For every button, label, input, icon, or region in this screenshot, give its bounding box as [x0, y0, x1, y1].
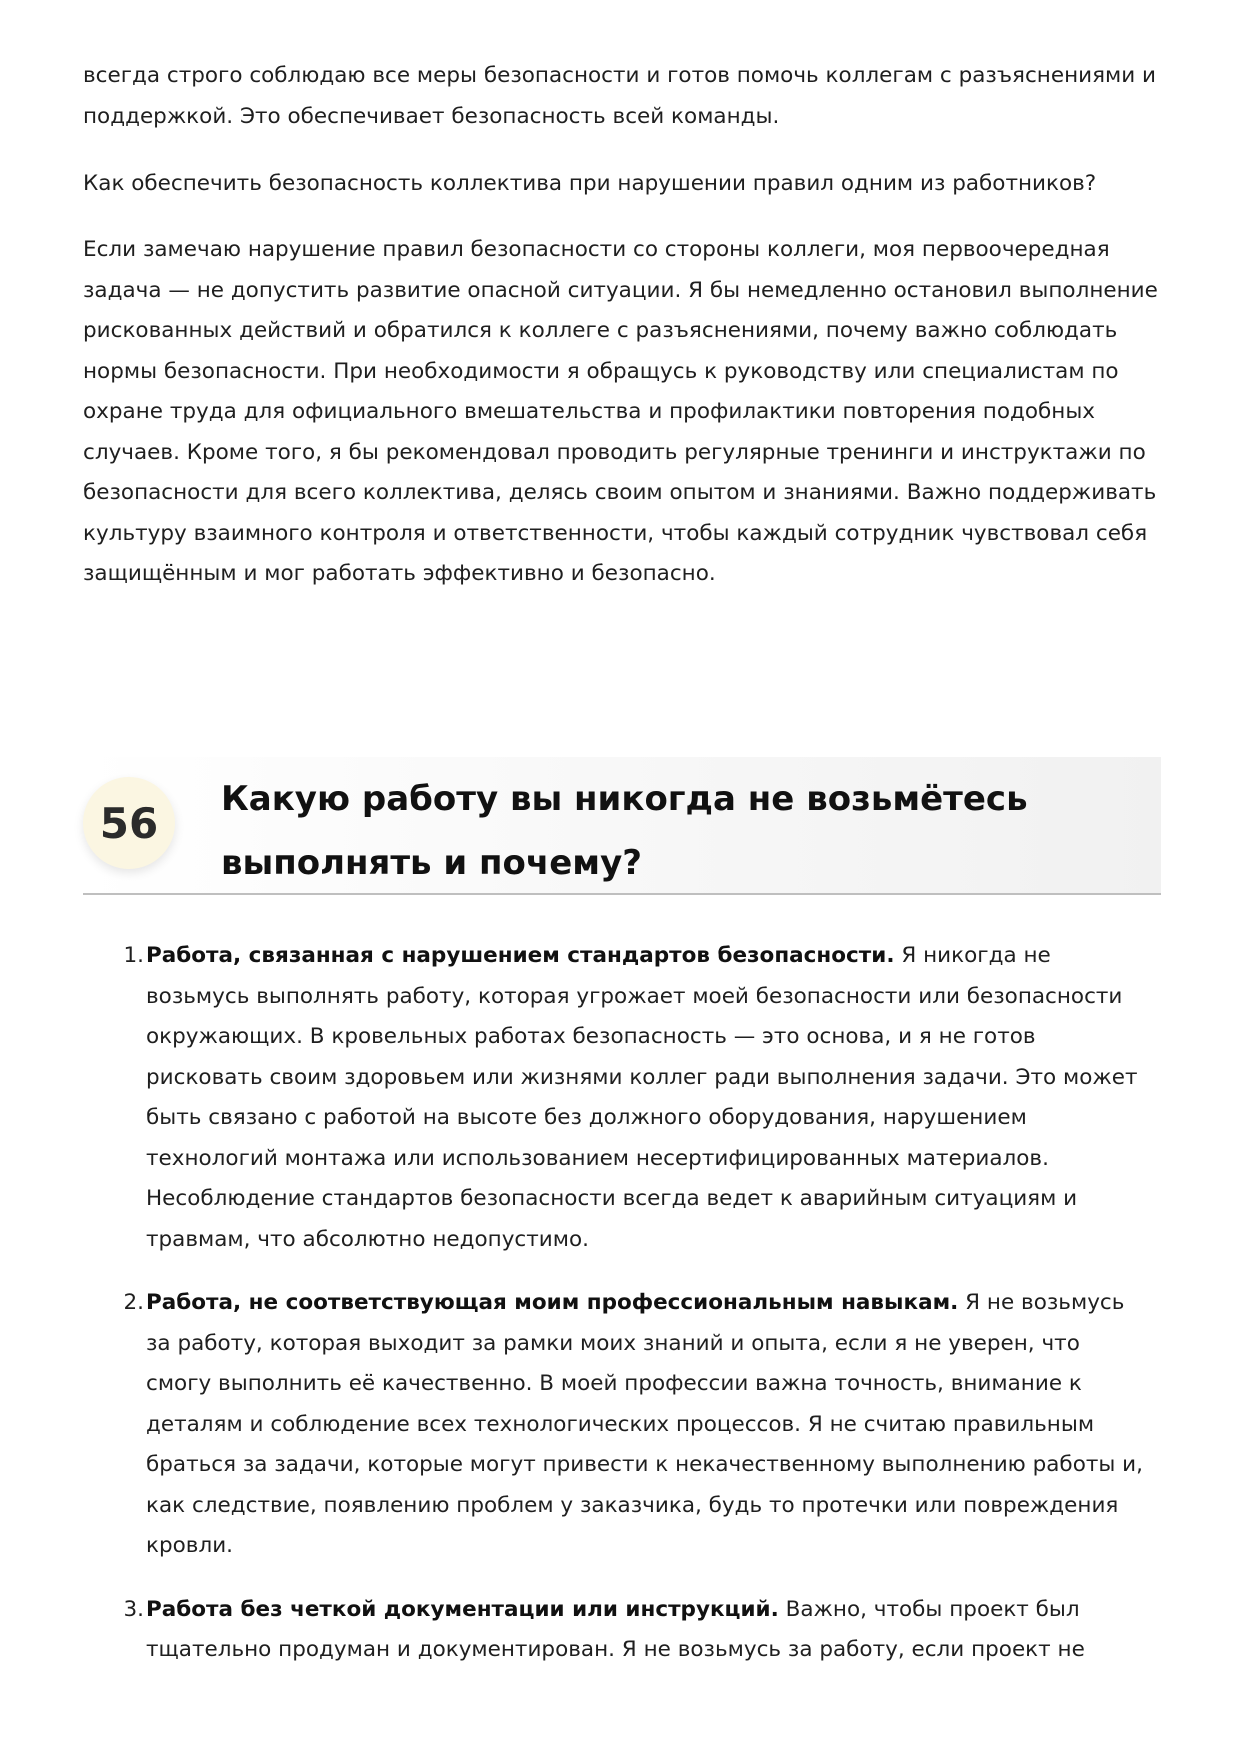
- list-item: [0, 936, 1239, 1260]
- question-title-line-2: выполнять и почему?: [221, 843, 642, 883]
- list-item: [0, 1590, 1239, 1671]
- list-item-body: Важно, чтобы проект был тщательно продуман и документирован. Я не возьмусь за работу, если проект не: [146, 1596, 1085, 1662]
- interview-question-text: Как обеспечить безопасность коллектива при нарушении правил одним из работников?: [83, 171, 1097, 196]
- list-item-text: [146, 1283, 1148, 1567]
- list-item: [0, 1283, 1239, 1567]
- question-title-line-1: Какую работу вы никогда не возьмётесь: [221, 779, 1028, 819]
- answer-list: [0, 936, 1239, 1694]
- question-title: [221, 767, 1081, 895]
- list-item-heading: Работа, не соответствующая моим профессиональным навыкам.: [146, 1290, 959, 1315]
- list-item-body: Я не возьмусь за работу, которая выходит за рамки моих знаний и опыта, если я не уверен, что смогу выполнить её качественно. В моей профессии важна точность, внимание к деталям и соблюдение всех технологических процессов. Я не считаю правильным браться за задачи, которые могут привести к некачественному выполнению работы и, как следствие, появлению проблем у заказчика, будь то протечки или повреждения кровли.: [146, 1290, 1143, 1558]
- intro-paragraph-continuation: всегда строго соблюдаю все меры безопасности и готов помочь коллегам с разъяснениями и поддержкой. Это обеспечивает безопасность всей команды.: [83, 63, 1157, 129]
- list-item-text: [146, 1590, 1148, 1671]
- question-header: [83, 757, 1161, 895]
- question-number-badge: 56: [83, 777, 175, 869]
- list-item-heading: Работа без четкой документации или инструкций.: [146, 1596, 779, 1622]
- list-item-heading: Работа, связанная с нарушением стандартов безопасности.: [146, 943, 895, 968]
- answer-paragraph: Если замечаю нарушение правил безопасности со стороны коллеги, моя первоочередная задача — не допустить развитие опасной ситуации. Я бы немедленно остановил выполнение рискованных действий и обратился к коллеге с разъяснениями, почему важно соблюдать нормы безопасности. При необходимости я обращусь к руководству или специалистам по охране труда для официального вмешательства и профилактики повторения подобных случаев. Кроме того, я бы рекомендовал проводить регулярные тренинги и инструктажи по безопасности для всего коллектива, делясь своим опытом и знаниями. Важно поддерживать культуру взаимного контроля и ответственности, чтобы каждый сотрудник чувствовал себя защищённым и мог работать эффективно и безопасно.: [83, 237, 1158, 586]
- list-item-text: [146, 936, 1148, 1260]
- list-item-number: 3.: [123, 1596, 144, 1622]
- list-item-body: Я никогда не возьмусь выполнять работу, которая угрожает моей безопасности или безопасности окружающих. В кровельных работах безопасность — это основа, и я не готов рисковать своим здоровьем или жизнями коллег ради выполнения задачи. Это может быть связано с работой на высоте без должного оборудования, нарушением технологий монтажа или использованием несертифицированных материалов. Несоблюдение стандартов безопасности всегда ведет к аварийным ситуациям и травмам, что абсолютно недопустимо.: [146, 943, 1138, 1252]
- list-item-number: 2.: [123, 1290, 144, 1315]
- list-item-number: 1.: [123, 943, 144, 968]
